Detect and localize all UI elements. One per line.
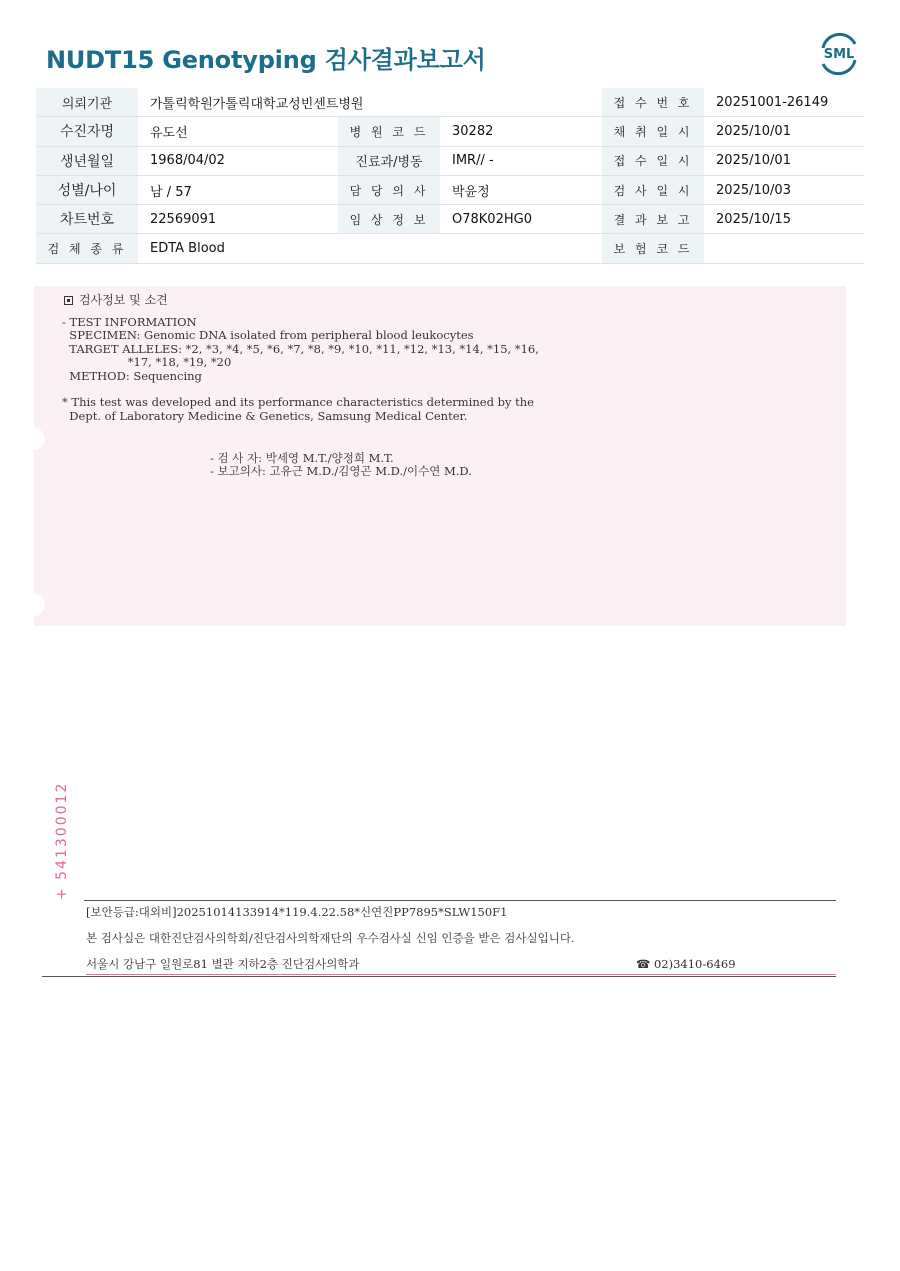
info-label: 병 원 코 드 (338, 117, 440, 146)
reporter-line: - 보고의사: 고유근 M.D./김영곤 M.D./이수연 M.D. (210, 464, 472, 478)
info-label: 생년월일 (36, 146, 138, 175)
info-value: 2025/10/01 (704, 146, 864, 175)
security-line: [보안등급:대외비]20251014133914*119.4.22.58*신연진PP7895*SLW150F1 (86, 905, 508, 919)
phone-number: ☎ 02)3410-6469 (636, 957, 736, 971)
info-value: 2025/10/15 (704, 205, 864, 234)
address-underline (86, 974, 836, 975)
info-row (36, 117, 864, 146)
test-notes-box (34, 286, 846, 626)
info-label: 결 과 보 고 (602, 205, 704, 234)
notes-heading (64, 291, 168, 308)
info-value: O78K02HG0 (440, 205, 602, 234)
info-label: 차트번호 (36, 205, 138, 234)
patient-info-table (36, 88, 864, 264)
info-value: 20251001-26149 (704, 88, 864, 117)
info-value: 2025/10/03 (704, 175, 864, 204)
info-value: 박윤정 (440, 175, 602, 204)
punch-hole (23, 594, 45, 616)
info-value: 2025/10/01 (704, 117, 864, 146)
info-label: 접 수 번 호 (602, 88, 704, 117)
info-value: 22569091 (138, 205, 338, 234)
logo-text: SML (823, 47, 855, 62)
info-label: 임 상 정 보 (338, 205, 440, 234)
info-label: 보 험 코 드 (602, 234, 704, 263)
info-label: 수진자명 (36, 117, 138, 146)
info-value: 30282 (440, 117, 602, 146)
info-label: 진료과/병동 (338, 146, 440, 175)
info-label: 검 사 일 시 (602, 175, 704, 204)
info-row (36, 146, 864, 175)
info-value: IMR// - (440, 146, 602, 175)
serial-number: + 541300012 (54, 781, 70, 900)
info-row (36, 175, 864, 204)
square-bullet-icon (64, 296, 73, 305)
punch-hole (23, 428, 45, 450)
address-line: 서울시 강남구 일원로81 별관 지하2층 진단검사의학과 (86, 957, 360, 971)
footer-top-divider (84, 900, 836, 901)
info-row (36, 234, 864, 263)
info-label: 의뢰기관 (36, 88, 138, 117)
info-value (704, 234, 864, 263)
info-label: 접 수 일 시 (602, 146, 704, 175)
info-label: 채 취 일 시 (602, 117, 704, 146)
footer-bottom-divider (42, 976, 836, 977)
info-label: 성별/나이 (36, 175, 138, 204)
sml-logo (814, 28, 864, 78)
info-row (36, 88, 864, 117)
info-value: 남 / 57 (138, 175, 338, 204)
notes-body: - TEST INFORMATION SPECIMEN: Genomic DNA isolated from peripheral blood leukocytes TARGET ALLELES: *2, *3, *4, *5, *6, *7, *8, *9, *10, *11, *12, *13, *14, *15, *16, *17, *18, *19, *20 METHOD: Sequencing * This test was developed and its performance characteristics determined by the Dept. of Laboratory Medicine & Genetics, Samsung Medical Center. (62, 315, 539, 423)
info-value: 1968/04/02 (138, 146, 338, 175)
info-row (36, 205, 864, 234)
examiner-line: - 검 사 자: 박세영 M.T./양정희 M.T. (210, 451, 394, 465)
notes-heading-text: 검사정보 및 소견 (79, 293, 168, 307)
report-title: NUDT15 Genotyping 검사결과보고서 (46, 46, 486, 74)
info-value: 유도선 (138, 117, 338, 146)
info-label: 검 체 종 류 (36, 234, 138, 263)
info-value: 가톨릭학원가톨릭대학교성빈센트병원 (138, 88, 602, 117)
certification-line: 본 검사실은 대한진단검사의학회/진단검사의학재단의 우수검사실 신임 인증을 받은 검사실입니다. (86, 931, 575, 945)
info-label: 담 당 의 사 (338, 175, 440, 204)
info-value: EDTA Blood (138, 234, 602, 263)
